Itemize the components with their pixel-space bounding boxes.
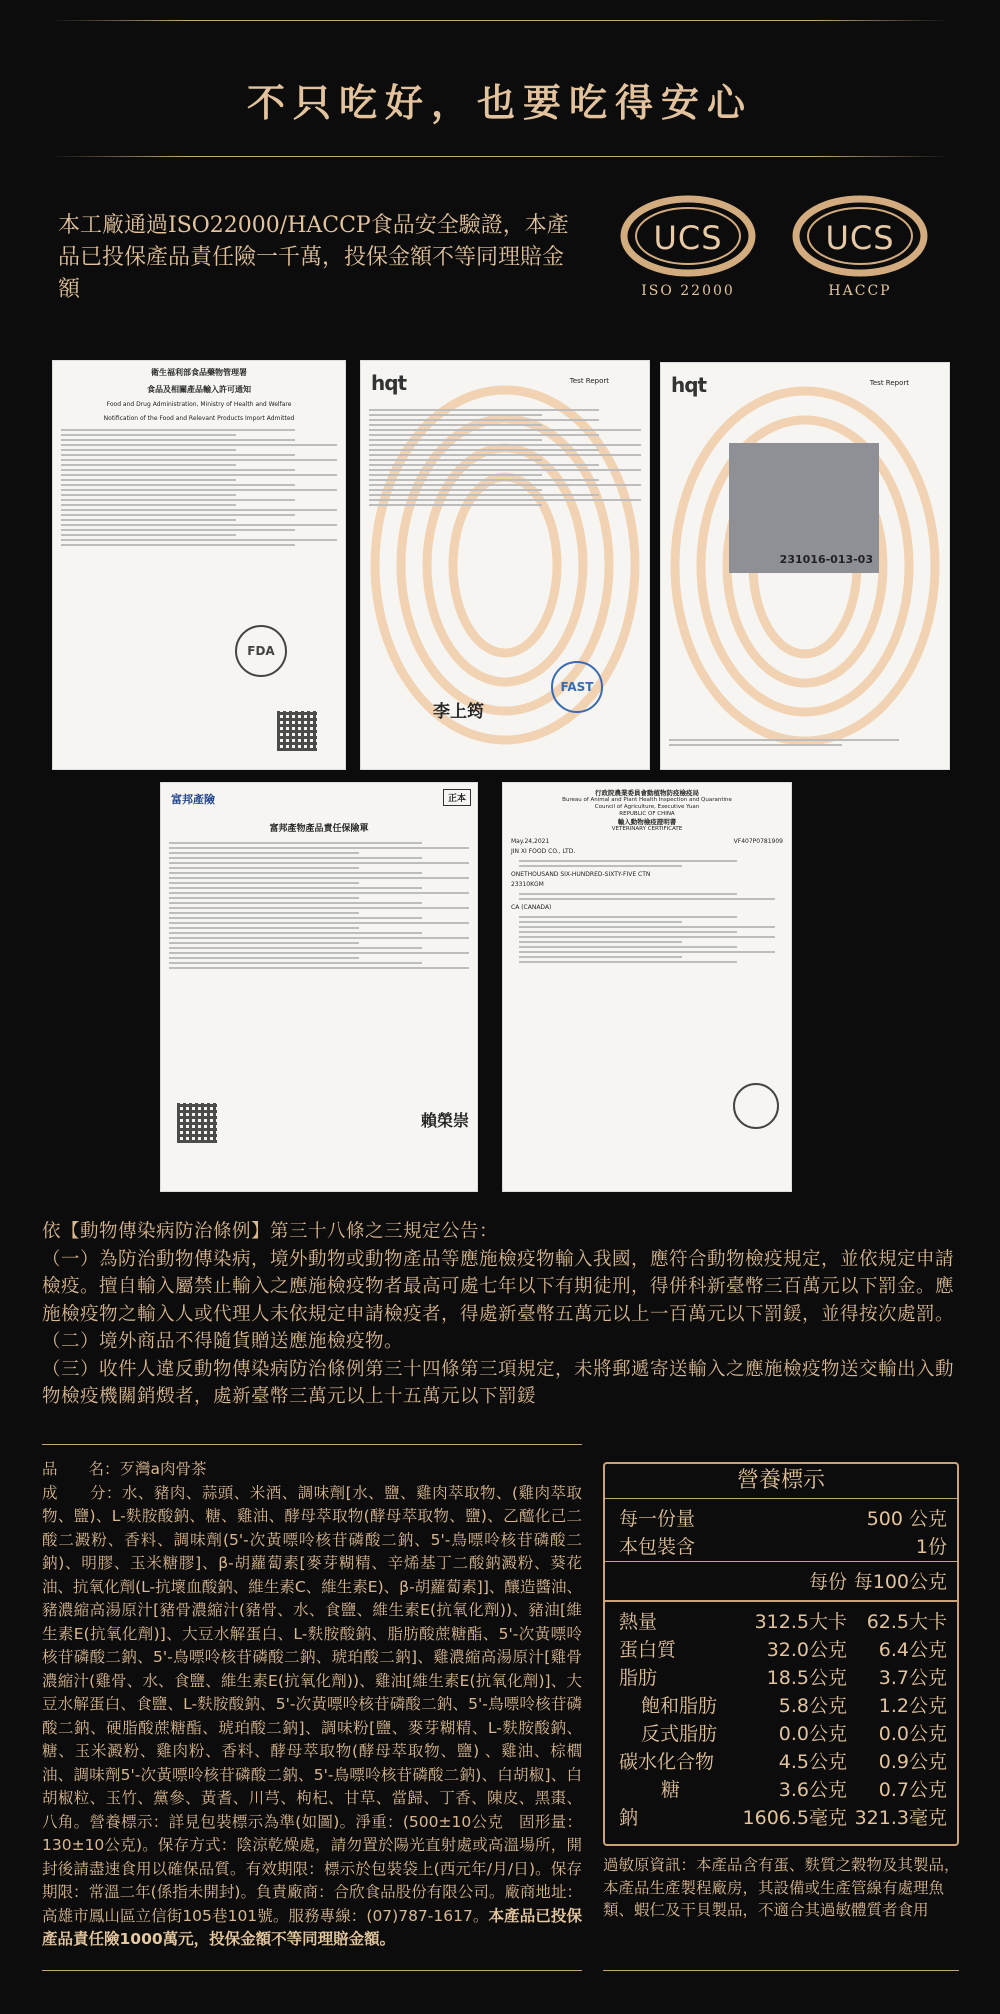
nutrient-per-100g: 0.0公克 [878,1723,947,1745]
nutrient-per-serving: 18.5公克 [766,1667,847,1689]
badge-label: UCS [825,219,895,257]
signature: 李上筠 [433,702,484,722]
nutrient-name: 糖 [661,1779,681,1801]
doc-title-line: REPUBLIC OF CHINA [619,811,675,817]
original-copy-badge: 正本 [443,789,471,806]
nutrient-name: 脂肪 [619,1667,658,1689]
servings-value: 1份 [915,1536,947,1558]
hqt-logo: hqt [371,371,407,395]
nutrition-row [605,1608,957,1636]
qr-code-icon [277,711,317,751]
col-per-100g: 每100公克 [853,1571,947,1593]
nutrient-name: 碳水化合物 [619,1751,715,1773]
regulation-line: （二）境外商品不得隨貨贈送應施檢疫物。 [42,1331,404,1352]
quantity: ONETHOUSAND SIX-HUNDRED-SIXTY-FIVE CTN [511,871,651,878]
insurance-policy-document [160,782,478,1192]
nutrition-column-headers [605,1562,957,1602]
doc-body-lines [161,839,477,972]
ingredients-bottom-divider [42,1970,582,1971]
badge-caption: HACCP [828,283,892,299]
quarantine-regulation [42,1218,962,1411]
official-seal-icon [733,1083,779,1129]
weight: 23310KGM [511,881,544,888]
doc-title-line: Council of Agriculture, Executive Yuan [594,804,700,810]
ucs-iso22000-badge [618,195,758,299]
nutrient-per-serving: 1606.5毫克 [742,1807,847,1829]
top-divider [50,20,950,21]
signature: 賴榮崇 [420,1111,469,1130]
nutrition-title: 營養標示 [605,1464,957,1499]
certificate-fields [503,833,791,970]
doc-title-line: 衛生福利部食品藥物管理署 [151,368,247,377]
regulation-line: （三）收件人違反動物傳染病防治條例第三十四條第三項規定，未將郵遞寄送輸入之應施檢疫物送交輸出入動物檢疫機關銷燬者，處新臺幣三萬元以上十五萬元以下罰鍰 [42,1358,955,1407]
nutrient-per-100g: 0.9公克 [878,1751,947,1773]
report-subtitle: Test Report [569,377,609,385]
test-report-1-document [360,360,650,770]
qr-code-icon [177,1103,217,1143]
nutrition-row [605,1748,957,1776]
nutrient-per-serving: 0.0公克 [778,1723,847,1745]
nutrient-per-100g: 0.7公克 [878,1779,947,1801]
nutrient-per-100g: 1.2公克 [878,1695,947,1717]
nutrient-name: 飽和脂肪 [641,1695,718,1717]
doc-title-line: VETERINARY CERTIFICATE [611,826,683,832]
nutrient-per-100g: 3.7公克 [878,1667,947,1689]
composition-line: 成 分：水、豬肉、蒜頭、米酒、調味劑[水、鹽、雞肉萃取物、(雞肉萃取物、鹽)、L-麩胺酸鈉、糖、雞油、酵母萃取物(酵母萃取物、鹽)、乙醯化己二酸二澱粉、香料、調味劑(5'-次黃嘌呤核苷磷酸二鈉、5'-鳥嘌呤核苷磷酸二鈉)、明膠、玉米糖膠]、β-胡蘿蔔素[麥芽糊精、辛烯基丁二酸鈉澱粉、葵花油、抗氧化劑(L-抗壞血酸鈉、維生素C、維生素E)、β-胡蘿蔔素]]、釀造醬油、豬濃縮高湯原汁[豬骨濃縮汁(豬骨、水、食鹽、維生素E(抗氧化劑))、豬油[維生素E(抗氧化劑)]、大豆水解蛋白、L-麩胺酸鈉、脂肪酸蔗糖酯、5'-次黃嘌呤核苷磷酸二鈉、5'-鳥嘌呤核苷磷酸二鈉、琥珀酸二鈉]、雞濃縮高湯原汁[雞骨濃縮汁(雞骨、水、食鹽、維生素E(抗氧化劑))、雞油[維生素E(抗氧化劑)]、大豆水解蛋白、食鹽、L-麩胺酸鈉、5'-次黃嘌呤核苷磷酸二鈉、5'-鳥嘌呤核苷磷酸二鈉、硬脂酸蔗糖酯、琥珀酸二鈉]、調味粉[鹽、麥芽糊精、L-麩胺酸鈉、糖、玉米澱粉、雞肉粉、香料、酵母萃取物(酵母萃取物、鹽) 、雞油、棕櫚油、調味劑5'-次黃嘌呤核苷磷酸二鈉、5'-鳥嘌呤核苷磷酸二鈉)、白胡椒]、白胡椒粒、玉竹、黨參、黃耆、川芎、枸杞、甘草、當歸、丁香、陳皮、黑棗、八角。營養標示：詳見包裝標示為準(如圖)。淨重：(500±10公克 固形量：130±10公克)。保存方式：陰涼乾燥處，請勿置於陽光直射處或高溫場所，開封後請盡速食用以確保品質。有效期限：標示於包裝袋上(西元年/月/日)。保存期限：常溫二年(係指未開封)。負責廠商：合欣食品股份有限公司。廠商地址：高雄市鳳山區立信街105巷101號。服務專線：(07)787-1617。本產品已投保產品責任險1000萬元，投保金額不等同理賠金額。 [42,1483,582,1948]
regulation-line: 依【動物傳染病防治條例】第三十八條之三規定公告： [42,1221,499,1242]
serving-size-row [605,1505,957,1533]
nutrient-name: 熱量 [619,1611,658,1633]
country-of-origin: CA (CANADA) [511,904,552,911]
product-details: 營養標示：詳見包裝標示為準(如圖)。淨重：(500±10公克 固形量：130±10公克)。保存方式：陰涼乾燥處，請勿置於陽光直射處或高溫場所，開封後請盡速食用以確保品質。有效期限：標示於包裝袋上(西元年/月/日)。保存期限：常溫二年(係指未開封)。負責廠商：合欣食品股份有限公司。廠商地址：高雄市鳳山區立信街105巷101號。服務專線：(07)787-1617。 [42,1812,582,1925]
nutrition-row [605,1664,957,1692]
nutrient-per-serving: 312.5大卡 [754,1611,847,1633]
ucs-haccp-badge [790,195,930,299]
nutrition-row [605,1776,957,1804]
issue-date: May.24,2021 [511,838,550,845]
composition: 水、豬肉、蒜頭、米酒、調味劑[水、鹽、雞肉萃取物、(雞肉萃取物、鹽)、L-麩胺酸鈉、糖、雞油、酵母萃取物(酵母萃取物、鹽)、乙醯化己二酸二澱粉、香料、調味劑(5'-次黃嘌呤核苷磷酸二鈉、5'-鳥嘌呤核苷磷酸二鈉)、明膠、玉米糖膠]、β-胡蘿蔔素[麥芽糊精、辛烯基丁二酸鈉澱粉、葵花油、抗氧化劑(L-抗壞血酸鈉、維生素C、維生素E)、β-胡蘿蔔素]]、釀造醬油、豬濃縮高湯原汁[豬骨濃縮汁(豬骨、水、食鹽、維生素E(抗氧化劑))、豬油[維生素E(抗氧化劑)]、大豆水解蛋白、L-麩胺酸鈉、脂肪酸蔗糖酯、5'-次黃嘌呤核苷磷酸二鈉、5'-鳥嘌呤核苷磷酸二鈉、琥珀酸二鈉]、雞濃縮高湯原汁[雞骨濃縮汁(雞骨、水、食鹽、維生素E(抗氧化劑))、雞油[維生素E(抗氧化劑)]、大豆水解蛋白、食鹽、L-麩胺酸鈉、5'-次黃嘌呤核苷磷酸二鈉、5'-鳥嘌呤核苷磷酸二鈉、硬脂酸蔗糖酯、琥珀酸二鈉]、調味粉[鹽、麥芽糊精、L-麩胺酸鈉、糖、玉米澱粉、雞肉粉、香料、酵母萃取物(酵母萃取物、鹽) 、雞油、棕櫚油、調味劑5'-次黃嘌呤核苷磷酸二鈉、5'-鳥嘌呤核苷磷酸二鈉)、白胡椒]、白胡椒粒、玉竹、黨參、黃耆、川芎、枸杞、甘草、當歸、丁香、陳皮、黑棗、八角。 [42,1483,582,1831]
doc-title-line: 行政院農業委員會動植物防疫檢疫局 [595,789,699,797]
applicant: JIN XI FOOD CO., LTD. [511,848,576,855]
nutrient-per-100g: 6.4公克 [878,1639,947,1661]
serving-size-label: 每一份量 [619,1508,696,1530]
nutrition-rows [605,1602,957,1832]
servings-row [605,1533,957,1562]
doc-body-lines [361,409,649,506]
allergen-info: 過敏原資訊：本產品含有蛋、麩質之穀物及其製品，本產品生產製程廠房，其設備或生產管線有處理魚類、蝦仁及干貝製品，不適合其過敏體質者食用 [603,1856,960,1919]
allergen-bottom-divider [603,1970,959,1971]
nutrition-row [605,1636,957,1664]
doc-title-line: Bureau of Animal and Plant Health Inspection and Quarantine [562,797,732,803]
certificate-number: VF407P0781909 [733,838,783,845]
doc-body-lines [53,429,345,546]
nutrient-per-100g: 321.3毫克 [854,1807,947,1829]
product-ingredients [42,1458,582,1952]
doc-title-line: Notification of the Food and Relevant Products Import Admitted [103,415,295,422]
insurance-note: 本產品已投保產品責任險1000萬元，投保金額不等同理賠金額。 [42,1906,582,1948]
test-report-2-document [660,362,950,770]
insurance-title: 富邦產物產品責任保險單 [269,824,369,834]
nutrition-row [605,1692,957,1720]
product-name-line: 品 名：歹灣a肉骨茶 [42,1460,207,1478]
certification-statement: 本工廠通過ISO22000/HACCP食品安全驗證，本產品已投保產品責任險一千萬，投保金額不等同理賠金額 [58,213,569,302]
nutrition-row [605,1804,957,1832]
nutrient-per-serving: 3.6公克 [778,1779,847,1801]
product-name: 歹灣a肉骨茶 [119,1460,207,1478]
report-subtitle: Test Report [869,379,909,387]
sample-id: 231016-013-03 [779,553,873,566]
nutrient-per-100g: 62.5大卡 [866,1611,947,1633]
doc-footer-lines [661,736,949,749]
nutrient-name: 反式脂肪 [641,1723,718,1745]
ingredients-top-divider [42,1444,582,1445]
insurer-logo: 富邦產險 [171,793,215,806]
header-divider [50,156,950,157]
fda-stamp: FDA [235,625,287,677]
doc-title-line: Food and Drug Administration, Ministry of Health and Welfare [106,401,292,408]
nutrient-per-serving: 4.5公克 [778,1751,847,1773]
nutrient-per-serving: 32.0公克 [766,1639,847,1661]
serving-size-value: 500 公克 [866,1508,947,1530]
badge-label: UCS [653,219,723,257]
servings-label: 本包裝含 [619,1536,696,1558]
nutrient-per-serving: 5.8公克 [778,1695,847,1717]
doc-title-line: 輸入動物檢疫證明書 [617,818,677,826]
regulation-line: （一）為防治動物傳染病，境外動物或動物產品等應施檢疫物輸入我國，應符合動物檢疫規定，並依規定申請檢疫。擅自輸入屬禁止輸入之應施檢疫物者最高可處七年以下有期徒刑，得併科新臺幣三百萬元以下罰金。應施檢疫物之輸入人或代理人未依規定申請檢疫者，得處新臺幣五萬元以上一百萬元以下罰鍰，並得按次處罰。 [42,1248,955,1325]
import-notice-document [52,360,346,770]
hqt-logo: hqt [671,373,707,397]
nutrition-facts-table [603,1462,959,1846]
nutrition-row [605,1720,957,1748]
badge-caption: ISO 22000 [641,283,735,299]
col-per-serving: 每份 [808,1571,847,1593]
doc-title-line: 食品及相關產品輸入許可通知 [147,385,251,394]
veterinary-certificate-document [502,782,792,1192]
nutrient-name: 鈉 [619,1807,639,1829]
fast-stamp: FAST [551,661,603,713]
hero-title: 不只吃好，也要吃得安心 [246,80,753,125]
nutrient-name: 蛋白質 [619,1639,677,1661]
